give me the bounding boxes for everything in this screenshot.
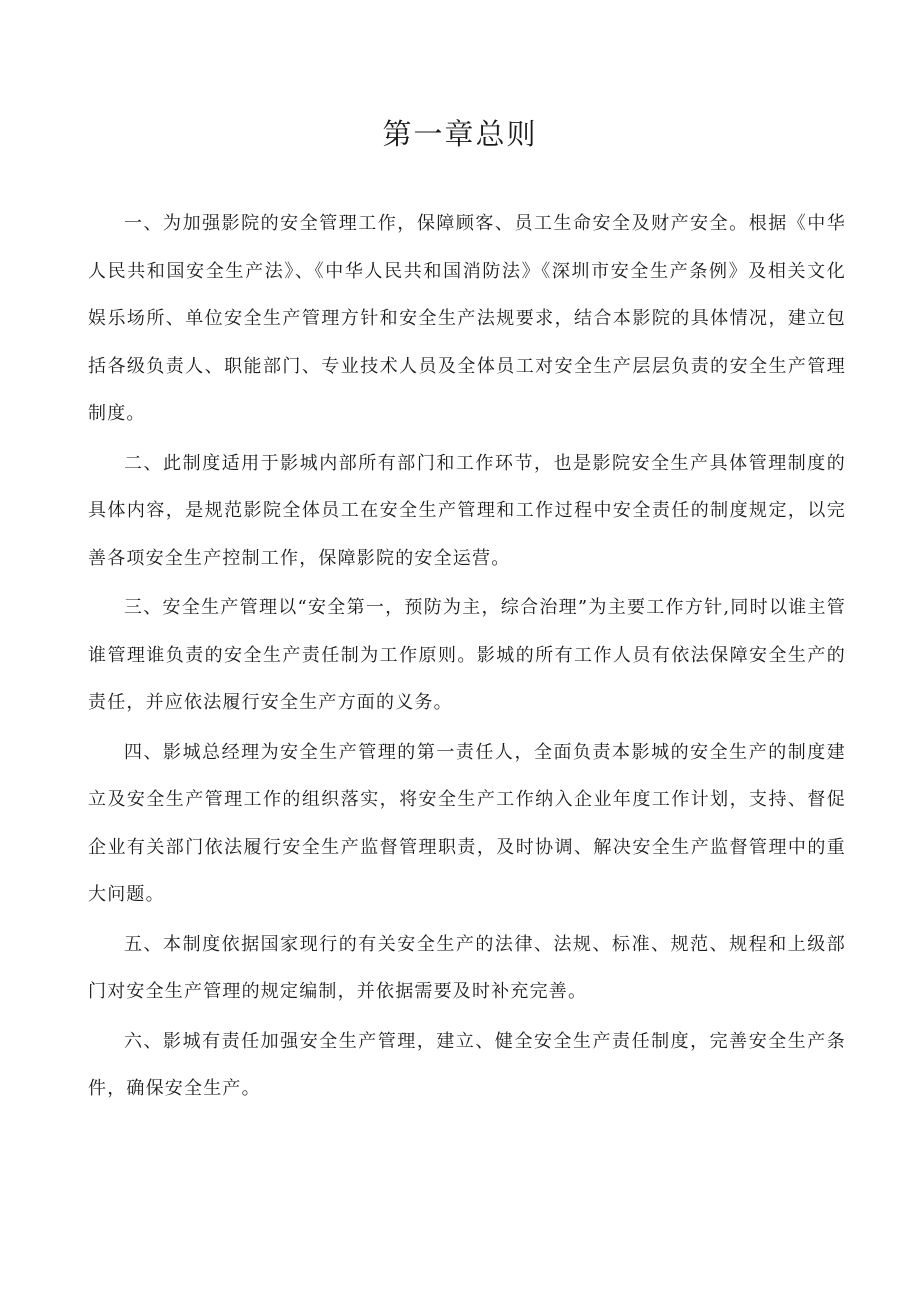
paragraph-1: 一、为加强影院的安全管理工作，保障顾客、员工生命安全及财产安全。根据《中华人民共和国安全生产法》、《中华人民共和国消防法》《深圳市安全生产条例》及相关文化娱乐场所、单位安全生产管理方针和安全生产法规要求，结合本影院的具体情况，建立包括各级负责人、职能部门、专业技术人员及全体员工对安全生产层层负责的安全生产管理制度。 bbox=[88, 213, 846, 424]
paragraph-5: 五、本制度依据国家现行的有关安全生产的法律、法规、标准、规范、规程和上级部门对安全生产管理的规定编制，并依据需要及时补充完善。 bbox=[88, 933, 846, 1002]
paragraph-6: 六、影城有责任加强安全生产管理，建立、健全安全生产责任制度，完善安全生产条件，确保安全生产。 bbox=[88, 1030, 846, 1099]
paragraph-2: 二、此制度适用于影城内部所有部门和工作环节，也是影院安全生产具体管理制度的具体内容，是规范影院全体员工在安全生产管理和工作过程中安全责任的制度规定，以完善各项安全生产控制工作，保障影院的安全运营。 bbox=[88, 452, 846, 569]
chapter-title: 第一章总则 bbox=[382, 117, 538, 151]
document-body bbox=[88, 200, 846, 1115]
paragraph-3: 三、安全生产管理以“安全第一，预防为主，综合治理”为主要工作方针,同时以谁主管谁管理谁负责的安全生产责任制为工作原则。影城的所有工作人员有依法保障安全生产的责任，并应依法履行安全生产方面的义务。 bbox=[88, 597, 846, 713]
paragraph-4: 四、影城总经理为安全生产管理的第一责任人，全面负责本影城的安全生产的制度建立及安全生产管理工作的组织落实，将安全生产工作纳入企业年度工作计划，支持、督促企业有关部门依法履行安全生产监督管理职责，及时协调、解决安全生产监督管理中的重大问题。 bbox=[88, 741, 846, 905]
